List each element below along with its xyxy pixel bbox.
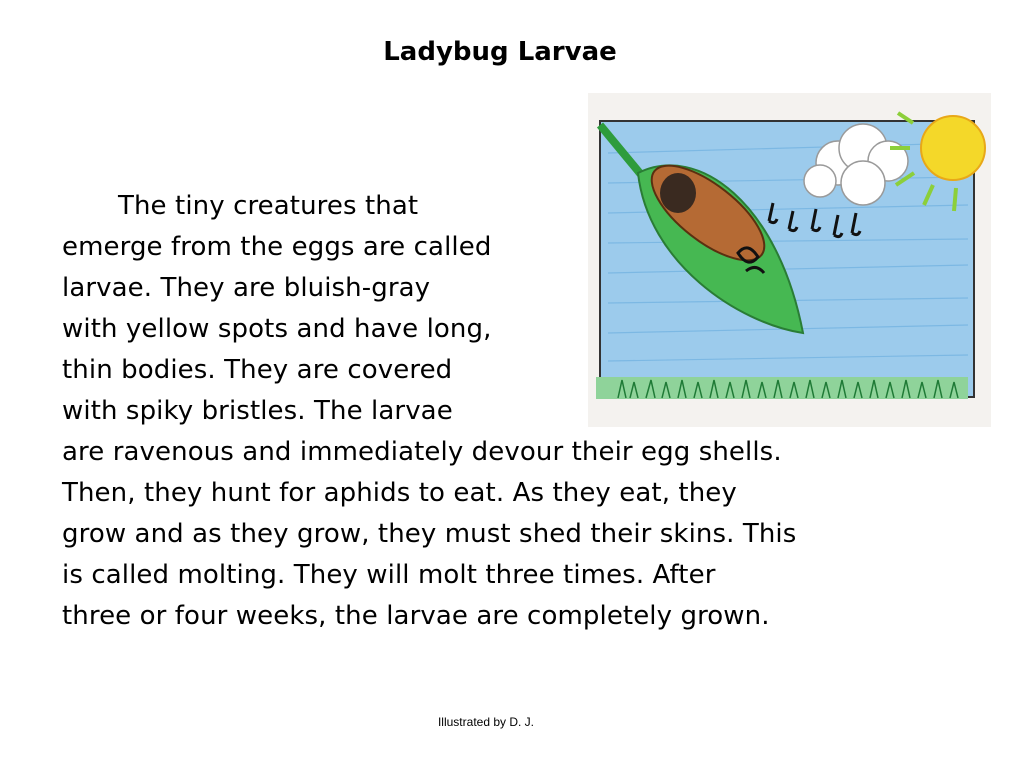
text-line-6: with spiky bristles. The larvae: [62, 396, 453, 426]
text-line-1: The tiny creatures that: [118, 191, 419, 221]
text-line-4: with yellow spots and have long,: [62, 314, 492, 344]
text-line-3: larvae. They are bluish-gray: [62, 273, 431, 303]
illustration-credit: Illustrated by D. J.: [437, 715, 535, 729]
text-line-8: Then, they hunt for aphids to eat. As they eat, they: [62, 478, 737, 508]
text-line-5: thin bodies. They are covered: [62, 355, 453, 385]
text-line-7: are ravenous and immediately devour their egg shells.: [62, 437, 782, 467]
text-line-10: is called molting. They will molt three times. After: [62, 560, 716, 590]
larva-head: [660, 173, 696, 213]
text-line-11: three or four weeks, the larvae are completely grown.: [62, 601, 770, 631]
page-title: Ladybug Larvae: [383, 37, 617, 67]
text-line-2: emerge from the eggs are called: [62, 232, 492, 262]
text-line-9: grow and as they grow, they must shed their skins. This: [62, 519, 797, 549]
ladybug-larva-illustration: [588, 93, 991, 427]
